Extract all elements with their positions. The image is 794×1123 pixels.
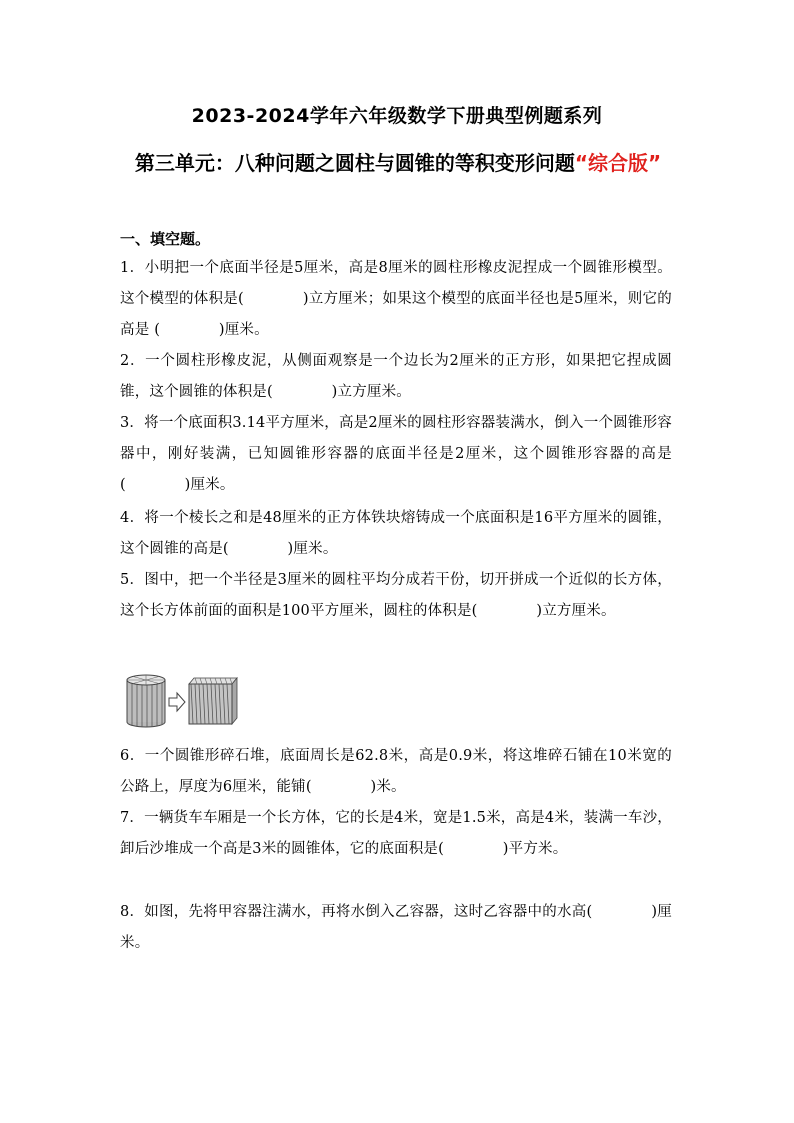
- arrow-right-icon: [169, 693, 185, 711]
- subtitle-main: 第三单元：八种问题之圆柱与圆锥的等积变形问题: [134, 151, 575, 175]
- section-heading: 一、填空题。: [120, 230, 211, 248]
- question-3: 3．将一个底面积3.14平方厘米，高是2厘米的圆柱形容器装满水，倒入一个圆锥形容器中，刚好装满，已知圆锥形容器的底面半径是2厘米，这个圆锥形容器的高是( )厘米。: [120, 415, 672, 493]
- document-title: 2023-2024学年六年级数学下册典型例题系列: [191, 105, 603, 127]
- question-8: 8．如图，先将甲容器注满水，再将水倒入乙容器，这时乙容器中的水高( )厘米。: [120, 904, 672, 951]
- subtitle-edition-tag: “综合版”: [574, 151, 662, 175]
- question-4: 4．将一个棱长之和是48厘米的正方体铁块熔铸成一个底面积是16平方厘米的圆锥，这个圆锥的高是( )厘米。: [120, 510, 672, 557]
- question-5: 5．图中，把一个半径是3厘米的圆柱平均分成若干份，切开拼成一个近似的长方体，这个长方体前面的面积是100平方厘米，圆柱的体积是( )立方厘米。: [120, 572, 672, 619]
- cylinder-to-cuboid-figure: [125, 672, 240, 728]
- sliced-cylinder-icon: [127, 675, 165, 727]
- approximate-cuboid-icon: [189, 678, 237, 724]
- document-subtitle: [118, 142, 678, 184]
- question-1: 1．小明把一个底面半径是5厘米，高是8厘米的圆柱形橡皮泥捏成一个圆锥形模型。这个模型的体积是( )立方厘米；如果这个模型的底面半径也是5厘米，则它的高是 ( )厘米。: [120, 260, 672, 338]
- question-7: 7．一辆货车车厢是一个长方体，它的长是4米，宽是1.5米，高是4米，装满一车沙，卸后沙堆成一个高是3米的圆锥体，它的底面积是( )平方米。: [120, 810, 672, 857]
- question-6: 6．一个圆锥形碎石堆，底面周长是62.8米，高是0.9米，将这堆碎石铺在10米宽的公路上，厚度为6厘米，能铺( )米。: [120, 748, 672, 795]
- question-2: 2．一个圆柱形橡皮泥，从侧面观察是一个边长为2厘米的正方形，如果把它捏成圆锥，这个圆锥的体积是( )立方厘米。: [120, 353, 672, 400]
